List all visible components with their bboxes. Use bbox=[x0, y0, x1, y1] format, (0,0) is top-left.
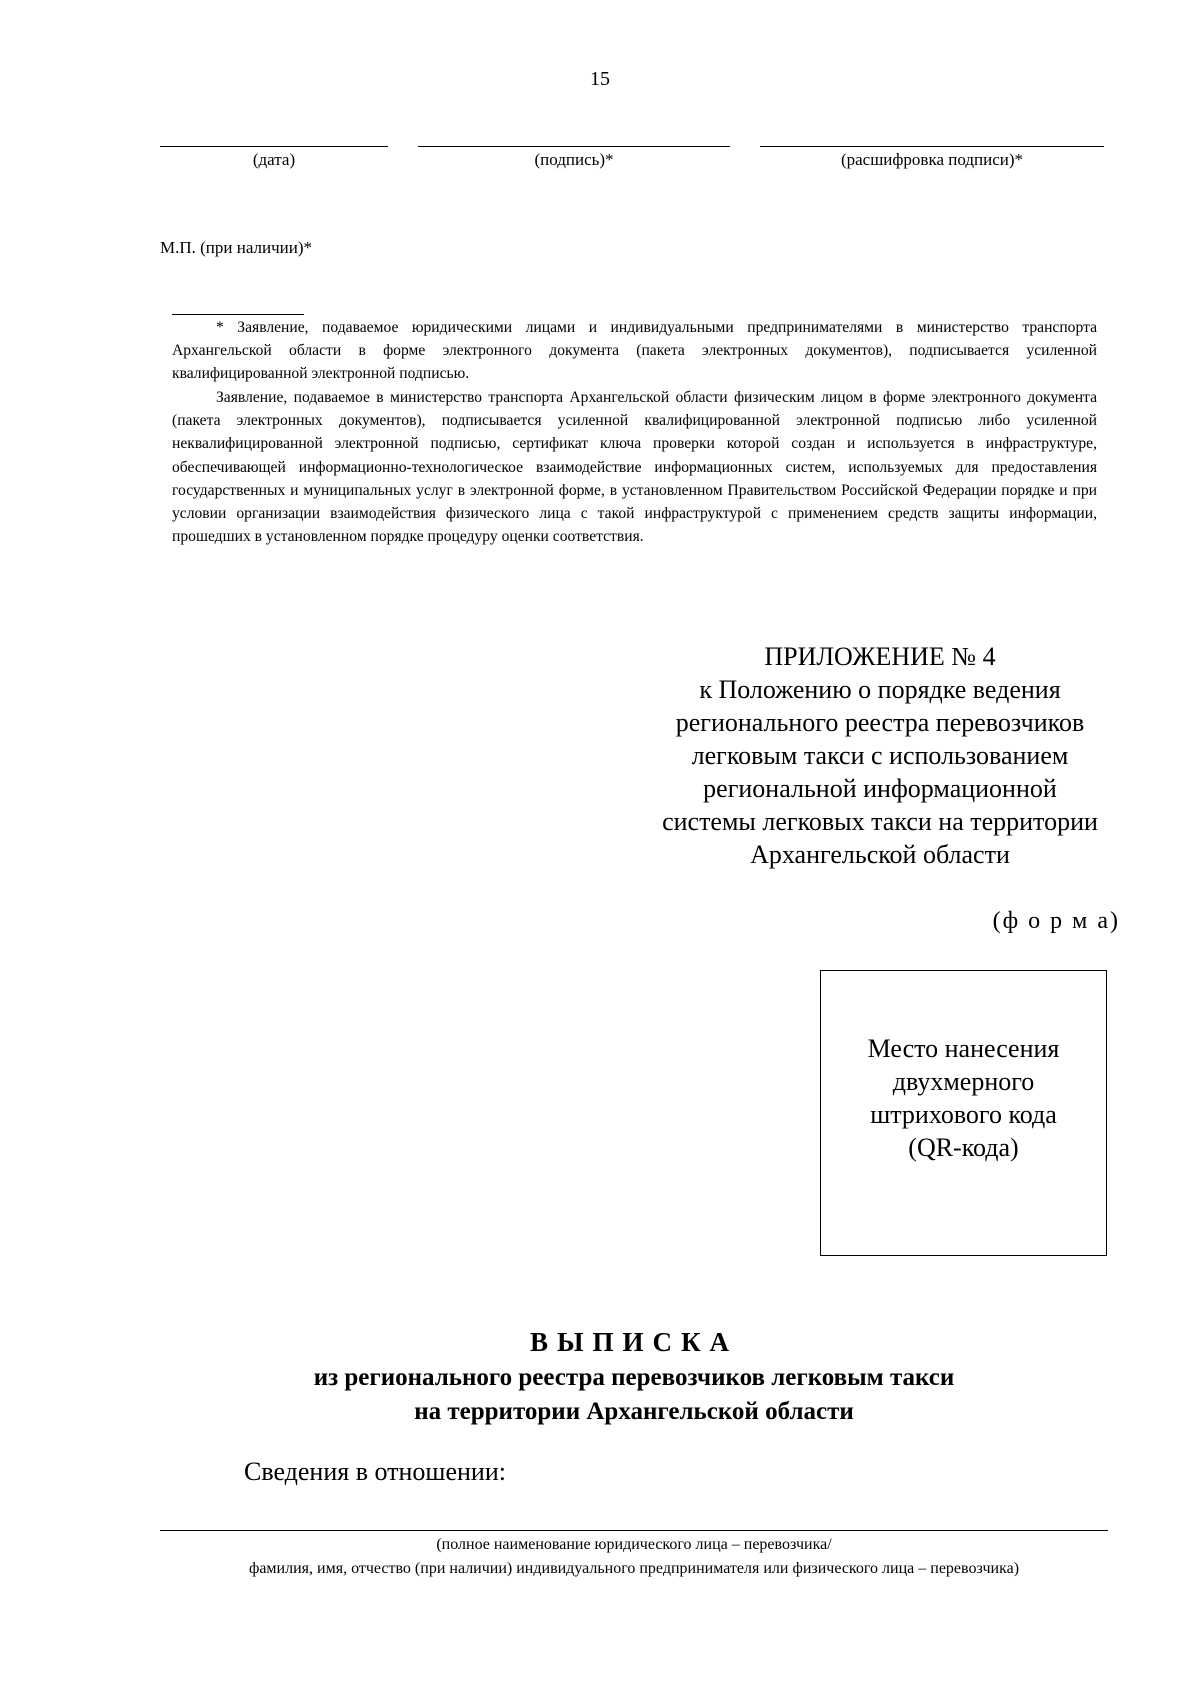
qr-text-line: (QR-кода) bbox=[908, 1133, 1019, 1162]
appendix-title: ПРИЛОЖЕНИЕ № 4 bbox=[764, 642, 996, 671]
info-regarding-label: Сведения в отношении: bbox=[244, 1457, 506, 1486]
qr-text-line: штрихового кода bbox=[870, 1100, 1057, 1129]
subtitle-line: из регионального реестра перевозчиков легковым такси bbox=[313, 1364, 955, 1391]
appendix-line: региональной информационной bbox=[703, 774, 1057, 803]
form-label: (ф о р м а) bbox=[992, 908, 1120, 934]
carrier-name-caption-1: (полное наименование юридического лица – перевозчика/ bbox=[436, 1536, 832, 1553]
appendix-line: к Положению о порядке ведения bbox=[699, 675, 1061, 704]
page-number: 15 bbox=[590, 68, 610, 90]
signature-decoding-line bbox=[760, 146, 1104, 147]
date-caption: (дата) bbox=[252, 150, 296, 169]
appendix-line: Архангельской области bbox=[750, 840, 1010, 869]
qr-text-line: Место нанесения bbox=[867, 1034, 1060, 1063]
appendix-header bbox=[600, 640, 1160, 871]
seal-label: М.П. (при наличии)* bbox=[160, 238, 313, 257]
date-line bbox=[160, 146, 388, 147]
subtitle-line: на территории Архангельской области bbox=[414, 1398, 854, 1425]
document-title: ВЫПИСКА bbox=[529, 1327, 739, 1357]
carrier-name-line bbox=[160, 1530, 1108, 1531]
qr-text-line: двухмерного bbox=[892, 1067, 1035, 1096]
signature-decoding-caption: (расшифровка подписи)* bbox=[840, 150, 1024, 169]
qr-code-placeholder-text bbox=[820, 1032, 1107, 1164]
document-subtitle bbox=[0, 1361, 1200, 1429]
carrier-name-caption-2: фамилия, имя, отчество (при наличии) индивидуального предпринимателя или физического лица – перевозчика) bbox=[248, 1560, 1020, 1577]
appendix-line: регионального реестра перевозчиков bbox=[675, 708, 1085, 737]
appendix-line: системы легковых такси на территории bbox=[662, 807, 1098, 836]
footnote-separator bbox=[172, 314, 304, 315]
signature-line bbox=[418, 146, 730, 147]
appendix-line: легковым такси с использованием bbox=[691, 741, 1069, 770]
footnote-paragraph-2: Заявление, подаваемое в министерство транспорта Архангельской области физическим лицом в форме электронного документа (пакета электронных документов), подписывается усиленной квалифицированной электронной подписью либо усиленной неквалифицированной электронной подписью, сертификат ключа проверки которой создан и используется в инфраструктуре, обеспечивающей информационно-технологическое взаимодействие информационных систем, используемых для предоставления государственных и муниципальных услуг в электронной форме, в установленном Правительством Российской Федерации порядке и при условии организации взаимодействия физического лица с такой инфраструктурой с применением средств защиты информации, прошедших в установленном порядке процедуру оценки соответствия. bbox=[172, 389, 1097, 546]
footnote-paragraph-1: * Заявление, подаваемое юридическими лицами и индивидуальными предпринимателями в министерство транспорта Архангельской области в форме электронного документа (пакета электронных документов), подписывается усиленной квалифицированной электронной подписью. bbox=[172, 319, 1097, 383]
signature-caption: (подпись)* bbox=[534, 150, 614, 169]
